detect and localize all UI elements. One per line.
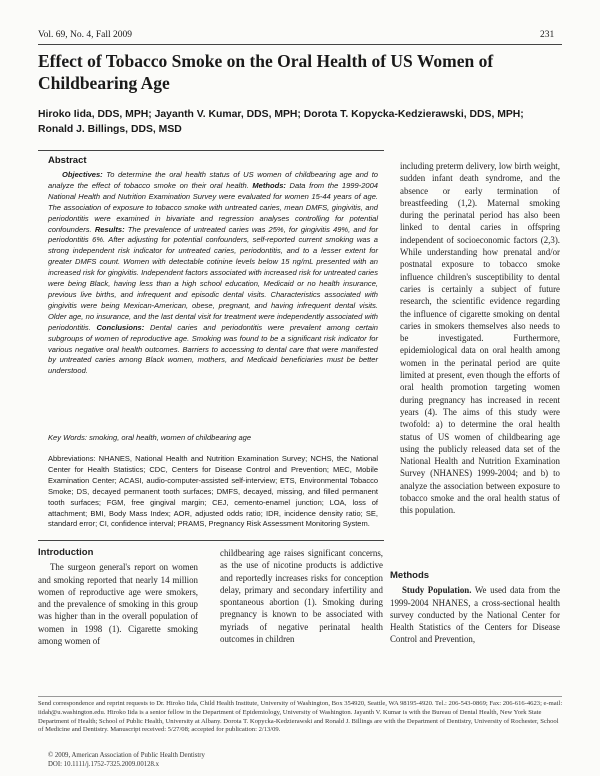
abstract-body	[48, 170, 378, 377]
correspondence-footnote: Send correspondence and reprint requests to Dr. Hiroko Iida, Child Health Institute, University of Washington, Box 354920, Seattle, WA 98195-4920. Tel.: 206-543-0869; Fax: 206-616-4623; e-mail: iidah@u.washington.edu. Hiroko Iida is a senior fellow in the Department of Epidemiology, University of Washington. Jayanth V. Kumar is with the Bureau of Dental Health, New York State Department of Health; School of Public Health, University at Albany. Dorota T. Kopycka-Kedzierawski and Ronald J. Billings are with the Department of Dentistry, University of Rochester, School of Medicine and Dentistry. Manuscript received: 5/27/08; accepted for publication: 2/13/09.	[38, 700, 563, 734]
methods-text: Data from the 1999-2004 National Health and Nutrition Examination Survey were evaluated for women 15-44 years of age. The association of exposure to tobacco smoke with untreated caries, mean DMFS, gingivitis, and periodontitis were examined in bivariate and regression analyses controlling for potential confounders.	[48, 180, 378, 234]
methods-heading: Methods	[390, 570, 430, 581]
methods-text: We used data from the 1999-2004 NHANES, a cross-sectional health survey conducted by the National Center for Health Statistics of the Centers for Disease Control and Prevention,	[390, 585, 561, 645]
abstract-bottom-rule	[38, 540, 384, 541]
header-rule	[38, 44, 562, 45]
journal-reference: Vol. 69, No. 4, Fall 2009	[38, 30, 133, 40]
keywords: Key Words: smoking, oral health, women of childbearing age	[48, 433, 252, 442]
middle-column-text: childbearing age raises significant concerns, as the use of nicotine products is addictive and reportedly increases risks for conception delay, primary and secondary infertility and spontaneous abortion (1). Smoking during pregnancy is known to be associated with myriads of negative perinatal health outcomes in children	[220, 548, 383, 645]
study-population-heading: Study Population.	[402, 585, 472, 596]
objectives-text: To determine the oral health status of US women of childbearing age and to analyze the effect of tobacco smoke on their oral health.	[48, 170, 378, 190]
page-number: 231	[540, 30, 555, 40]
objectives-label: Objectives:	[62, 170, 103, 179]
article-title: Effect of Tobacco Smoke on the Oral Health of US Women of Childbearing Age	[38, 51, 494, 93]
methods-section	[390, 570, 560, 646]
abstract-heading: Abstract	[48, 155, 87, 166]
right-column-text: including preterm delivery, low birth weight, sudden infant death syndrome, and the absence or early termination of breastfeeding (1,2). Maternal smoking during the perinatal period has also been linked to dental caries in offspring independent of socioeconomic factors (2,3). While understanding how prenatal and/or postnatal exposure to tobacco smoke influence children's susceptibility to dental caries is certainly a subject of future research, the scientific evidence regarding the influence of cigarette smoking on dental caries in smokers themselves also needs to be investigated. Furthermore, epidemiological data on oral health among women in the perinatal period are quite limited at present, even though the efforts of oral health promotion targeting women during pregnancy has increased in recent years (4). The aims of this study were twofold: a) to determine the oral health status of US women of childbearing age using the publicly released data set of the National Health and Nutrition Examination Survey (NHANES) 1999-2004; and b) to analyze the association between exposure to tobacco smoke and the oral health status of this population.	[400, 161, 560, 516]
abbreviations: Abbreviations: NHANES, National Health and Nutrition Examination Survey; NCHS, the National Center for Health Statistics; CDC, Centers for Disease Control and Prevention; MEC, Mobile Examination Center; ACASI, audio-computer-assisted self-interview; ETS, Environmental Tobacco Smoke; DS, decayed permanent tooth surfaces; DMFS, decayed, missing, and filled permanent tooth surfaces; FGM, free gingival margin; CEJ, cemento-enamel junction; LOA, loss of attachment; BMI, Body Mass Index; AOR, adjusted odds ratio; IDR, incidence density ratio; SE, standard error; CI, confidence interval; PRAMS, Pregnancy Risk Assessment Monitoring System.	[48, 454, 378, 529]
introduction-section	[38, 547, 198, 647]
copyright-line: © 2009, American Association of Public Health Dentistry	[48, 752, 205, 759]
results-label: Results:	[94, 224, 125, 234]
author-list: Hiroko Iida, DDS, MPH; Jayanth V. Kumar, DDS, MPH; Dorota T. Kopycka-Kedzierawski, DDS, MPH; Ronald J. Billings, DDS, MSD	[38, 109, 524, 135]
footnote-rule	[38, 696, 562, 697]
introduction-heading: Introduction	[38, 547, 94, 558]
doi-line: DOI: 10.1111/j.1752-7325.2009.00128.x	[48, 760, 160, 768]
abstract-top-rule	[38, 150, 384, 151]
results-text: The prevalence of untreated caries was 25%, for gingivitis 49%, and for periodontitis 6%. After adjusting for potential confounders, self-reported current smoking was a strong independent risk indicator for untreated caries, periodontitis, and to a lesser extent for greater DMFS count. Women with detectable cotinine levels below 15 ng/mL presented with an increased risk for gingivitis. Independent factors associated with increased risk for untreated caries were being Black, having less than a high school education, Medicaid or no health insurance, previous live births, and infrequent and episodic dental visits. Characteristics associated with gingivitis were being Mexican-American, obese, pregnant, and having infrequent dental visits. Older age, no insurance, and the last dental visit for treatment were independently associated with periodontitis.	[48, 224, 378, 332]
conclusions-text: Dental caries and periodontitis were prevalent among certain subgroups of women of reproductive age. Smoking was found to be a significant risk indicator for various negative oral health outcomes. Barriers to accessing to dental care that were manifested by untreated caries among Black women, mothers, and Medicaid beneficiaries must be better understood.	[48, 322, 378, 376]
introduction-text: The surgeon general's report on women and smoking reported that nearly 14 million women of reproductive age were smokers, and the prevalence of smoking in this group was higher than in the overall population of women in 1998 (1). Cigarette smoking among women of	[38, 562, 198, 647]
copyright-block	[48, 752, 348, 769]
conclusions-label: Conclusions:	[96, 322, 145, 332]
methods-label: Methods:	[252, 180, 286, 190]
